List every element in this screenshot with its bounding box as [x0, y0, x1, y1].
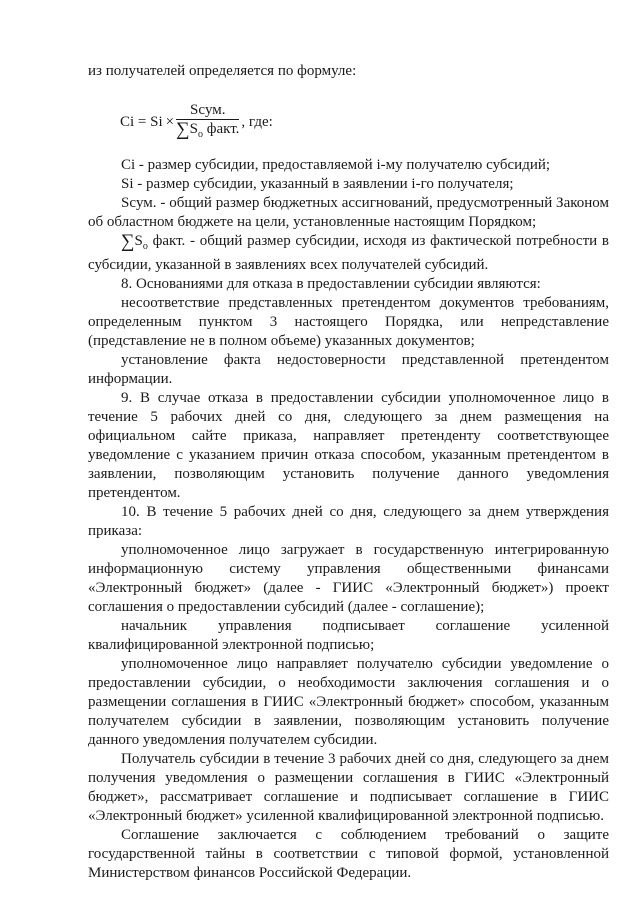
lead-text: из получателей определяется по формуле: [88, 63, 357, 79]
formula-denominator [176, 120, 239, 143]
definition-scum: Scум. - общий размер бюджетных ассигнований, предусмотренный Законом об областном бюджете на цели, установленные настоящим Порядком; [88, 195, 609, 230]
denominator-subscript: o [198, 128, 204, 140]
clause-8: 8. Основаниями для отказа в предоставлении субсидии являются: [121, 276, 541, 292]
sum-symbol: ∑ [176, 118, 190, 140]
clause-8-reason-2: установление факта недостоверности представленной претендентом информации. [88, 352, 609, 387]
sum-definition-text: - общий размер субсидии, исходя из фактической потребности в субсидии, указанной в заявлениях всех получателей субсидий. [88, 233, 609, 273]
clause-8-reason-1: несоответствие представленных претендентом документов требованиям, определенным пунктом 3 настоящего Порядка, или непредставление (представление не в полном объеме) указанных документов; [88, 295, 609, 349]
subsidy-formula [120, 102, 273, 142]
clause-10-step-3: уполномоченное лицо направляет получателю субсидии уведомление о предоставлении субсидии, о необходимости заключения соглашения и о размещении соглашения в ГИИС «Электронный бюджет» способом, указанным получателем субсидии в заявлении, позволяющим установить получение данного уведомления получателем субсидии. [88, 656, 609, 748]
sum-term: факт. [147, 233, 186, 249]
definition-ci: Ci - размер субсидии, предоставляемой i-му получателю субсидий; [121, 157, 551, 173]
formula-times: × [165, 113, 175, 130]
formula-fraction [176, 102, 239, 143]
formula-numerator: Scум. [190, 101, 226, 118]
clause-10-step-2: начальник управления подписывает соглашение усиленной квалифицированной электронной подписью; [88, 618, 609, 653]
definition-sum [88, 232, 609, 275]
clause-9: 9. В случае отказа в предоставлении субсидии уполномоченное лицо в течение 5 рабочих дней со дня, следующего за днем размещения на официальном сайте приказа, направляет претенденту соответствующее уведомление с указанием причин отказа способом, указанным претендентом в заявлении, позволяющим установить получение данного уведомления претендентом. [88, 390, 609, 501]
clause-10: 10. В течение 5 рабочих дней со дня, следующего за днем утверждения приказа: [88, 504, 609, 539]
lead-line [88, 62, 609, 81]
sum-s: S [134, 233, 143, 249]
clause-10-step-1: уполномоченное лицо загружает в государственную интегрированную информационную систему управления общественными финансами «Электронный бюджет» (далее - ГИИС «Электронный бюджет») проект соглашения о предоставлении субсидий (далее - соглашение); [88, 542, 609, 615]
denominator-term: факт. [203, 120, 240, 137]
agreement-terms: Соглашение заключается с соблюдением требований о защите государственной тайны в соответствии с типовой формой, установленной Министерством финансов Российской Федерации. [88, 827, 609, 881]
denominator-s: S [189, 120, 199, 137]
definition-si: Si - размер субсидии, указанный в заявлении i-го получателя; [121, 176, 514, 192]
formula-tail: , где: [241, 113, 273, 130]
formula-lhs: Ci = Si [120, 113, 163, 130]
recipient-signing: Получатель субсидии в течение 3 рабочих дней со дня, следующего за днем получения уведомления о размещении соглашения в ГИИС «Электронный бюджет», рассматривает соглашение и подписывает соглашение в ГИИС «Электронный бюджет» усиленной квалифицированной электронной подписью. [88, 751, 609, 824]
sum-symbol-inline: ∑ [121, 231, 135, 252]
document-body [88, 156, 609, 883]
sum-subscript: o [142, 241, 148, 252]
